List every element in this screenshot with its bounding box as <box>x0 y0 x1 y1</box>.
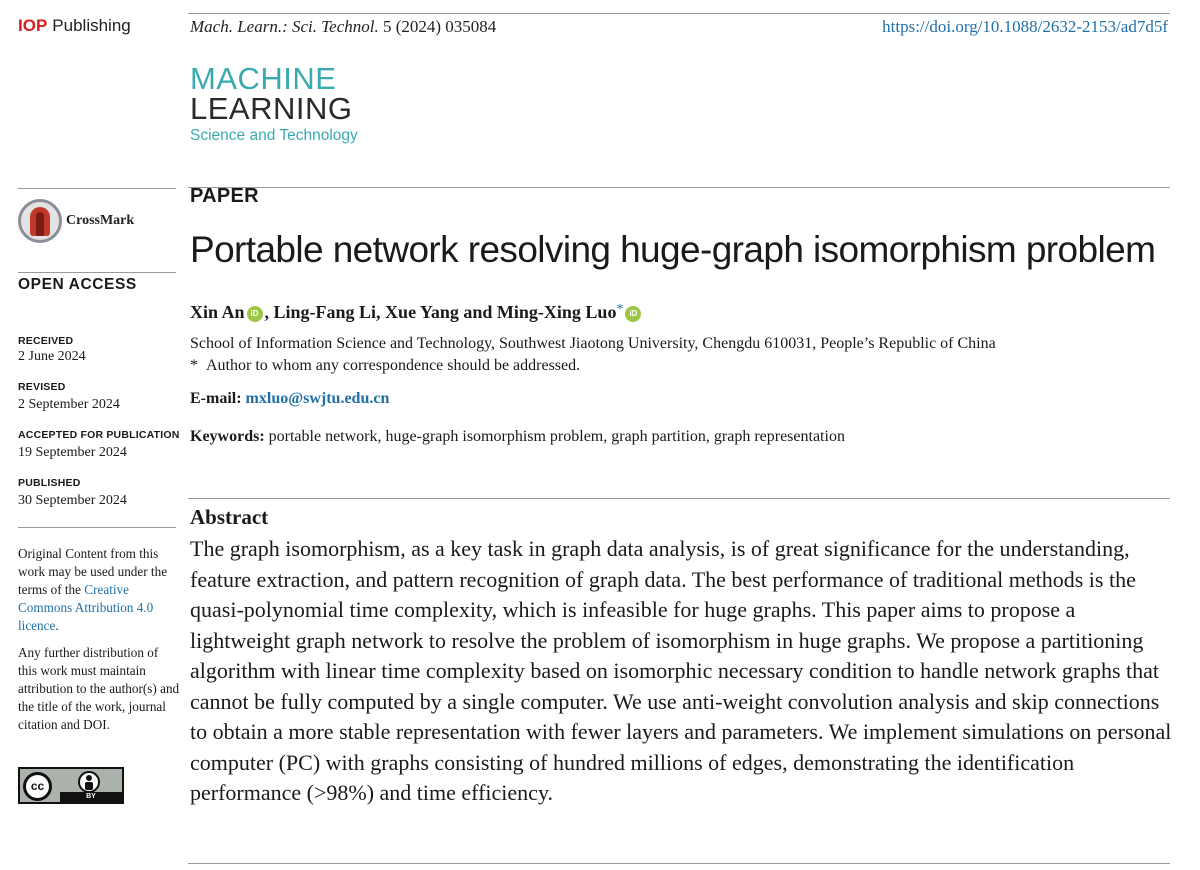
correspondence-note <box>190 357 580 375</box>
creative-commons-link[interactable]: Creative Commons Attribution 4.0 licence <box>18 582 154 633</box>
author-name[interactable]: Xin An <box>190 302 245 322</box>
publisher-logo <box>18 16 131 36</box>
licence-text: Original Content from this work may be used under the terms of the <box>18 546 168 597</box>
publisher-brand: IOP <box>18 16 48 35</box>
keywords-row <box>190 428 845 446</box>
email-link[interactable]: mxluo@swjtu.edu.cn <box>245 390 390 407</box>
by-label: BY <box>60 792 122 802</box>
journal-logo-line-2: LEARNING <box>190 91 353 126</box>
crossmark-button[interactable] <box>18 201 134 241</box>
keywords-list: portable network, huge-graph isomorphism problem, graph partition, graph representation <box>268 428 845 445</box>
journal-name: Mach. Learn.: Sci. Technol. <box>190 17 379 36</box>
publisher-name: Publishing <box>52 16 131 35</box>
keywords-label: Keywords: <box>190 428 265 445</box>
journal-logo-line-3: Science and Technology <box>190 127 358 144</box>
licence-note: Original Content from this work may be used under the terms of the Creative Commons Attribution 4.0 licence. <box>18 546 168 633</box>
article-type-divider <box>188 187 1170 188</box>
correspondence-mark: * <box>190 357 198 374</box>
correspondence-text: Author to whom any correspondence should be addressed. <box>206 357 581 374</box>
abstract-heading: Abstract <box>190 505 269 529</box>
revised-label: REVISED <box>18 381 66 393</box>
journal-logo <box>190 61 358 146</box>
attribution-note: Any further distribution of this work must maintain attribution to the author(s) and the title of the work, journal citation and DOI. <box>18 645 180 732</box>
accepted-label: ACCEPTED FOR PUBLICATION <box>18 429 180 441</box>
corresponding-author-mark: * <box>616 302 624 317</box>
orcid-icon[interactable]: iD <box>247 306 263 322</box>
sidebar-divider <box>18 272 176 273</box>
attribution-person-icon <box>78 771 100 793</box>
revised-date: 2 September 2024 <box>18 397 120 412</box>
cc-icon: cc <box>23 772 52 801</box>
cc-by-licence-badge[interactable] <box>18 767 124 804</box>
sidebar-divider <box>18 188 176 189</box>
sidebar-divider <box>18 527 176 528</box>
crossmark-icon <box>18 199 62 243</box>
abstract-body: The graph isomorphism, as a key task in graph data analysis, is of great significance for the understanding, feature extraction, and pattern recognition of graph data. The best performance of traditional methods is the quasi-polynomial time complexity, which is infeasible for huge graphs. This paper aims to propose a lightweight graph network to resolve the problem of isomorphism in huge graphs. We propose a partitioning algorithm with linear time complexity based on isomorphic necessary condition to handle network graphs that cannot be fully computed by a single computer. We use anti-weight convolution analysis and skip connections to obtain a more stable representation with fewer layers and parameters. We implement simulations on personal computer (PC) with graphs consisting of hundred millions of edges, demonstrating the identification performance (>98%) and time efficiency. <box>190 536 1172 805</box>
received-date: 2 June 2024 <box>18 349 86 364</box>
volume-info: 5 (2024) 035084 <box>382 17 497 36</box>
published-label: PUBLISHED <box>18 477 81 489</box>
accepted-date: 19 September 2024 <box>18 445 127 460</box>
author-affiliation: School of Information Science and Technology, Southwest Jiaotong University, Chengdu 610031, People’s Republic of China <box>190 335 996 352</box>
article-type: PAPER <box>190 185 259 207</box>
email-row <box>190 390 389 408</box>
journal-logo-line-1: MACHINE <box>190 61 337 96</box>
footer-divider <box>188 863 1170 864</box>
abstract-divider <box>188 498 1170 499</box>
author-names[interactable]: , Ling-Fang Li, Xue Yang and Ming-Xing Luo <box>264 302 617 322</box>
open-access-label: OPEN ACCESS <box>18 276 137 293</box>
received-label: RECEIVED <box>18 335 74 347</box>
orcid-icon[interactable]: iD <box>625 306 641 322</box>
article-title: Portable network resolving huge-graph isomorphism problem <box>190 229 1156 270</box>
header-divider <box>188 13 1170 14</box>
journal-citation <box>190 17 496 37</box>
published-date: 30 September 2024 <box>18 493 127 508</box>
crossmark-label: CrossMark <box>66 213 135 228</box>
email-label: E-mail: <box>190 390 242 407</box>
doi-link[interactable]: https://doi.org/10.1088/2632-2153/ad7d5f <box>882 17 1168 36</box>
author-list <box>190 302 643 323</box>
